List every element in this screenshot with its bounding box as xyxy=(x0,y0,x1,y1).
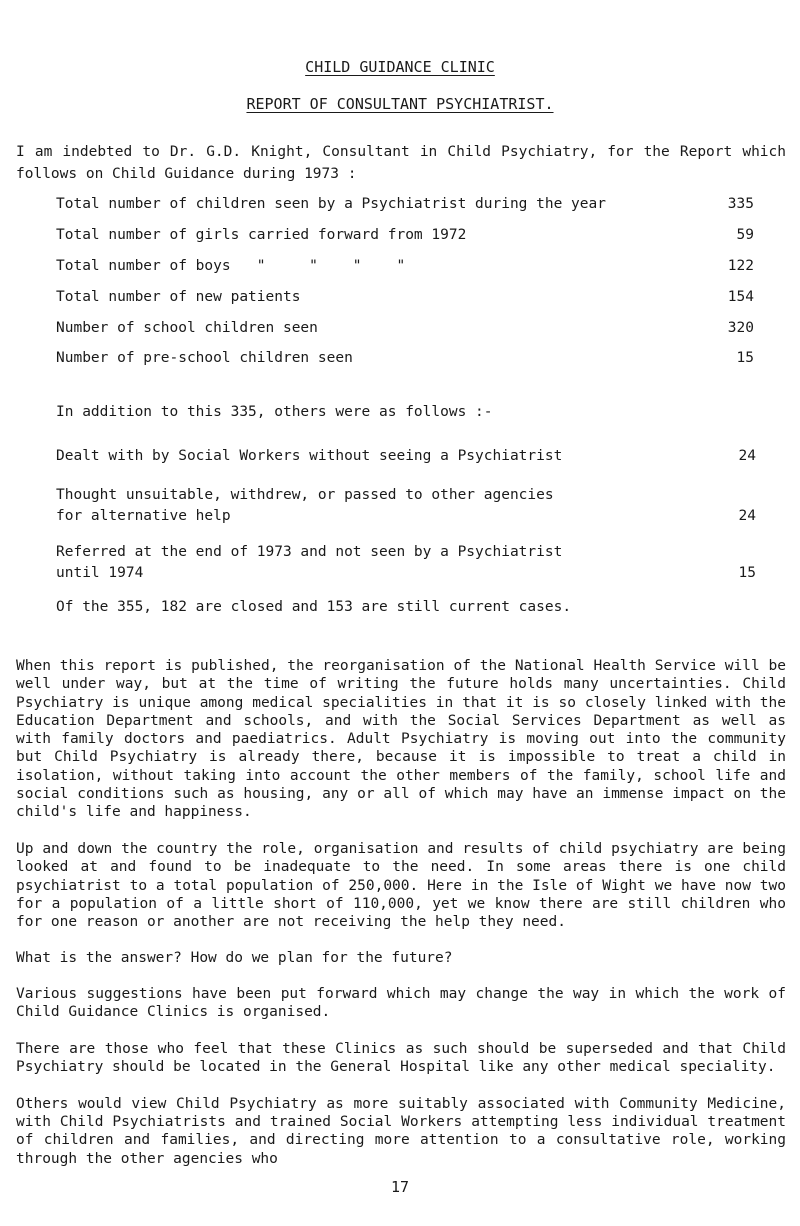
stat-label: Total number of girls carried forward from 1972 xyxy=(56,227,467,243)
body-paragraph: Up and down the country the role, organisation and results of child psychiatry are being looked at and found to be inadequate to the need. In some areas there is one child psychiatrist to a total population of 250,000. Here in the Isle of Wight we have now two for a population of a little short of 110,000, yet we know there are still children who for one reason or another are not receiving the help they need. xyxy=(16,840,786,931)
stat-label: Number of school children seen xyxy=(56,320,318,336)
body-paragraph: Others would view Child Psychiatry as more suitably associated with Community Medicine, with Child Psychiatrists and trained Social Workers attempting less individual treatment of children and families, and directing more attention to a consultative role, working through the other agencies who xyxy=(16,1095,786,1167)
stat-row xyxy=(56,227,754,247)
addition-label: Dealt with by Social Workers without seeing a Psychiatrist xyxy=(56,448,563,464)
stat-label: Total number of boys " " " " xyxy=(56,258,406,274)
addition-intro: In addition to this 335, others were as follows :- xyxy=(56,404,493,420)
stat-row xyxy=(56,350,754,370)
body-paragraph: When this report is published, the reorganisation of the National Health Service will be well under way, but at the time of writing the future holds many uncertainties. Child Psychiatry is unique among medical specialities in that it is so closely linked with the Education Department and schools, and with the Social Services Department as well as with family doctors and paediatrics. Adult Psychiatry is moving out into the community but Child Psychiatry is already there, because it is impossible to treat a child in isolation, without taking into account the other members of the family, school life and social conditions such as housing, any or all of which may have an immense impact on the child's life and happiness. xyxy=(16,658,786,821)
stat-label: Number of pre-school children seen xyxy=(56,350,353,366)
stat-value: 15 xyxy=(736,350,754,366)
body-paragraph: What is the answer? How do we plan for the future? xyxy=(16,949,453,966)
addition-value: 24 xyxy=(738,448,756,464)
stat-row xyxy=(56,258,754,278)
stat-value: 154 xyxy=(727,289,754,305)
intro-paragraph: I am indebted to Dr. G.D. Knight, Consultant in Child Psychiatry, for the Report which follows on Child Guidance during 1973 : xyxy=(16,144,786,182)
addition-label: Thought unsuitable, withdrew, or passed to other agencies for alternative help xyxy=(56,487,554,524)
addition-label: Referred at the end of 1973 and not seen by a Psychiatrist until 1974 xyxy=(56,544,563,581)
page-number: 17 xyxy=(390,1178,410,1196)
stat-value: 335 xyxy=(727,196,754,212)
addition-row xyxy=(56,485,756,527)
addition-value: 24 xyxy=(738,508,756,524)
stat-row xyxy=(56,320,754,340)
body-paragraph: Various suggestions have been put forward which may change the way in which the work of Child Guidance Clinics is organised. xyxy=(16,985,786,1021)
addition-row xyxy=(56,542,756,584)
stat-label: Total number of children seen by a Psychiatrist during the year xyxy=(56,196,606,212)
closed-cases-note: Of the 355, 182 are closed and 153 are still current cases. xyxy=(56,599,572,615)
stat-label: Total number of new patients xyxy=(56,289,301,305)
stat-row xyxy=(56,196,754,216)
addition-value: 15 xyxy=(738,565,756,581)
addition-row xyxy=(56,446,756,467)
page-subtitle: REPORT OF CONSULTANT PSYCHIATRIST. xyxy=(246,95,554,113)
stat-row xyxy=(56,289,754,309)
stat-value: 320 xyxy=(727,320,754,336)
page-title: CHILD GUIDANCE CLINIC xyxy=(305,58,495,76)
body-paragraph: There are those who feel that these Clinics as such should be superseded and that Child Psychiatry should be located in the General Hospital like any other medical speciality. xyxy=(16,1040,786,1075)
stat-value: 122 xyxy=(727,258,754,274)
stat-value: 59 xyxy=(736,227,754,243)
